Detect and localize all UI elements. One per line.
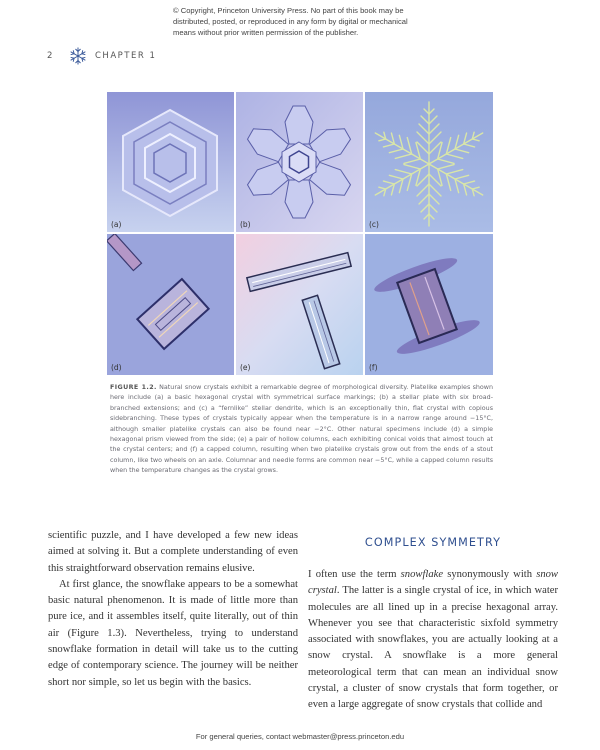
panel-label: (d) <box>111 363 122 372</box>
panel-label: (f) <box>369 363 378 372</box>
figure-panel-d <box>107 234 234 375</box>
panel-label: (c) <box>369 220 379 229</box>
panel-label: (b) <box>240 220 251 229</box>
paragraph: At first glance, the snowflake appears to be a somewhat basic natural phenomenon. It is made of little more than pure ice, and it assembles itself, quite literally, out of thin air (Figure 1.3). Nevertheless, trying to understand snowflake formation in detail will take us to the cutting edge of contemporary science. The journey will be neither short nor simple, so let us begin with the basics. <box>48 578 298 688</box>
footer-contact: For general queries, contact webmaster@press.princeton.edu <box>195 732 405 741</box>
paragraph: scientific puzzle, and I have developed a few new ideas aimed at solving it. But a complete understanding of even this straightforward observation remains elusive. <box>48 530 298 574</box>
right-column <box>308 567 558 714</box>
text-run: . The latter is a single crystal of ice, in which water molecules are all lined up in a precise hexagonal array. Whenever you see that characteristic sixfold symmetry associated with snowflakes, you are actually looking at a snow crystal. A snowflake is a more general meteorological term that can mean an individual snow crystal, a cluster of snow crystals that form together, or even a large aggregate of snow crystals that collide and <box>308 585 558 711</box>
figure-caption <box>110 383 493 477</box>
paragraph <box>308 567 558 714</box>
snowflake-icon <box>69 47 87 65</box>
italic-term: snowflake <box>400 569 444 580</box>
section-heading: COMPLEX SYMMETRY <box>364 536 502 549</box>
copyright-line: distributed, posted, or reproduced in any form by digital or mechanical <box>173 17 408 26</box>
running-head <box>47 47 156 65</box>
figure-label: FIGURE 1.2. <box>110 384 157 391</box>
italic-term: snow crystal <box>308 569 558 597</box>
figure-panel-e <box>236 234 363 375</box>
panel-label: (a) <box>111 220 122 229</box>
copyright-notice <box>173 5 433 38</box>
chapter-label: CHAPTER 1 <box>95 51 157 61</box>
left-column <box>48 528 298 691</box>
text-run: I often use the term <box>308 569 401 580</box>
figure-panel-a <box>107 92 234 232</box>
text-run: synonymously with <box>443 569 537 580</box>
figure-panel-c <box>365 92 493 232</box>
copyright-line: means without prior written permission of the publisher. <box>173 28 359 37</box>
copyright-line: © Copyright, Princeton University Press. No part of this book may be <box>173 6 404 15</box>
figure-panel-b <box>236 92 363 232</box>
figure-1-2-photo-grid <box>107 92 493 375</box>
panel-label: (e) <box>240 363 251 372</box>
figure-panel-f <box>365 234 493 375</box>
caption-text: Natural snow crystals exhibit a remarkable degree of morphological diversity. Platelike examples shown here include (a) a basic hexagonal crystal with symmetrical surface markings; (b) a stellar plate with six broad-branched extensions; and (c) a “fernlike” stellar dendrite, which is an exceptionally thin, flat crystal with copious sidebranching. These types of crystals typically appear when the temperature is in a narrow range around −15°C, although smaller platelike crystals can also be found near −2°C. Other natural specimens include (d) a simple hexagonal prism viewed from the side; (e) a pair of hollow columns, each exhibiting conical voids that almost touch at the crystal centers; and (f) a capped column, resulting when two platelike crystals grow out from the ends of a stout column, like two wheels on an axle. Columnar and needle forms are common near −5°C, while a capped column results when the temperature changes as the crystal grows. <box>110 384 493 475</box>
page-number: 2 <box>47 51 53 61</box>
